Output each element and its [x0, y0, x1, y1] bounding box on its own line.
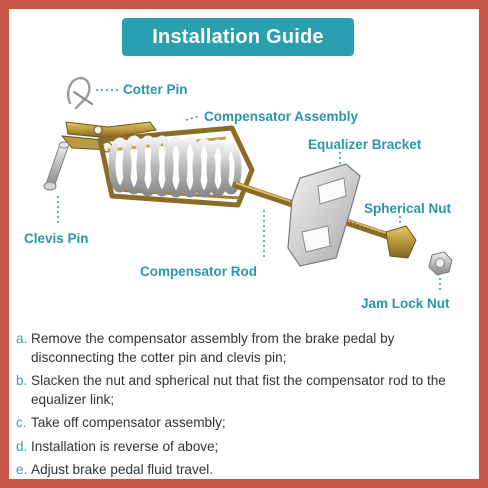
step-text: Installation is reverse of above; [31, 438, 219, 454]
label-equalizer-bracket: Equalizer Bracket [308, 137, 422, 152]
clevis-pin-part [44, 142, 69, 190]
label-spherical-nut: Spherical Nut [364, 201, 452, 216]
step-text: Slacken the nut and spherical nut that fist the compensator rod to the equalizer link; [31, 373, 446, 407]
step-letter: a. [16, 331, 28, 346]
label-compensator-assembly: Compensator Assembly [204, 109, 359, 124]
step-text: Remove the compensator assembly from the brake pedal by disconnecting the cotter pin and clevis pin; [31, 331, 395, 365]
list-item [16, 372, 466, 409]
list-item [16, 330, 466, 367]
label-jam-lock-nut: Jam Lock Nut [361, 296, 450, 311]
compensator-assembly-leader [186, 116, 200, 120]
label-clevis-pin: Clevis Pin [24, 231, 89, 246]
label-compensator-rod: Compensator Rod [140, 264, 258, 279]
step-letter: e. [16, 462, 28, 477]
jam-lock-nut-part [429, 252, 452, 275]
instruction-list [16, 330, 466, 485]
step-text: Adjust brake pedal fluid travel. [31, 462, 214, 477]
cotter-pin-part [68, 78, 92, 108]
page-title: Installation Guide [122, 18, 354, 56]
list-item [16, 461, 466, 480]
list-item [16, 414, 466, 433]
step-letter: d. [16, 438, 28, 454]
step-letter: b. [16, 373, 28, 388]
step-letter: c. [16, 415, 27, 430]
equalizer-bracket-part [288, 164, 360, 266]
spherical-nut-part [386, 226, 416, 258]
step-text: Take off compensator assembly; [31, 415, 226, 430]
list-item [16, 438, 466, 457]
compensator-spring-part [112, 139, 238, 194]
label-cotter-pin: Cotter Pin [123, 82, 188, 97]
